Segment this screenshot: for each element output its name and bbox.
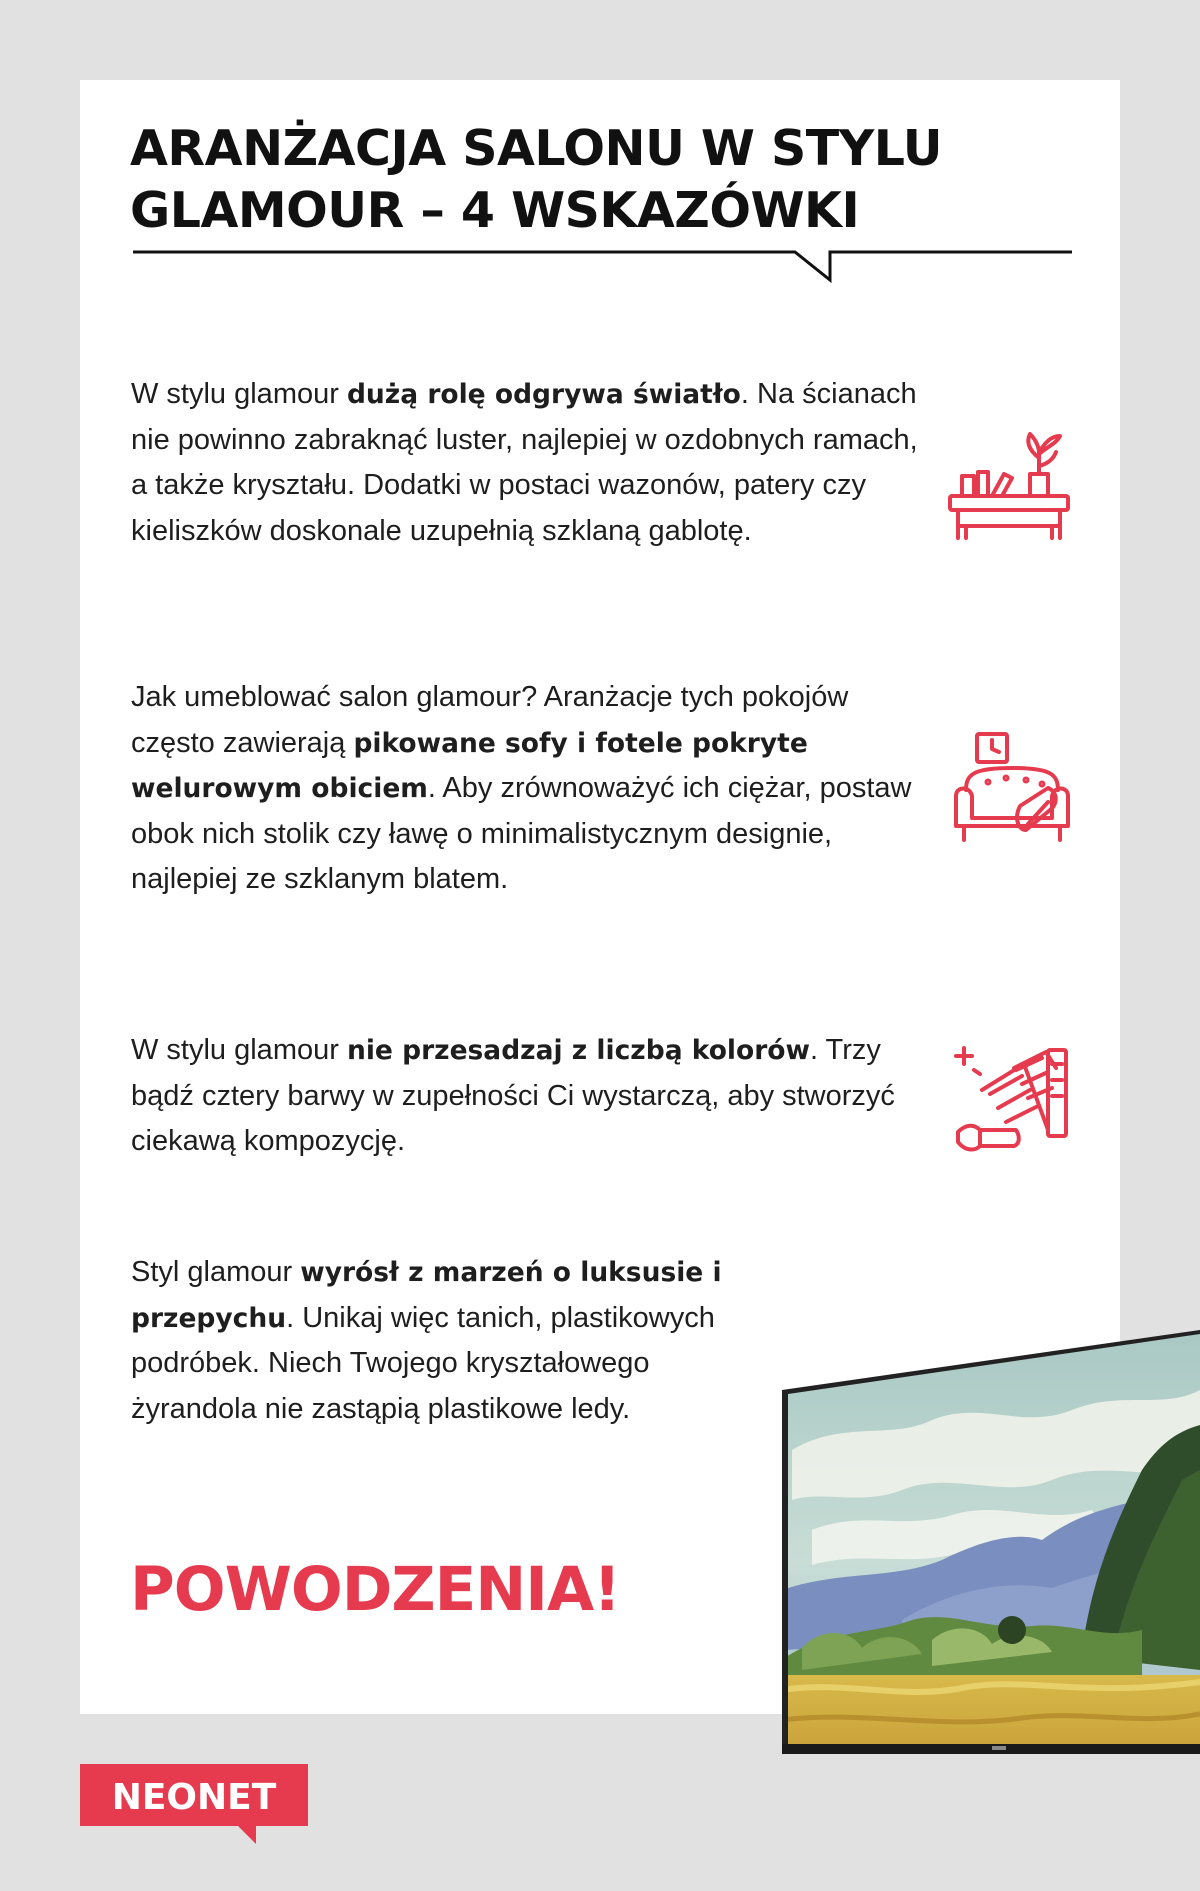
tip-1 <box>131 372 931 554</box>
tip-2-text-start: Jak umeblować salon glamour? Aranżacje tych pokojów często zawierają <box>131 681 849 759</box>
tip-4-text-start: Styl glamour <box>131 1256 301 1288</box>
table-with-plant-icon <box>944 428 1074 540</box>
tip-3-text-start: W stylu glamour <box>131 1034 347 1066</box>
tip-3-highlight: nie przesadzaj z liczbą kolorów <box>346 1035 810 1066</box>
page-title <box>130 118 1070 242</box>
speech-bubble-divider <box>130 244 1075 284</box>
tip-1-highlight: dużą rolę odgrywa światło <box>346 379 741 410</box>
tip-4-text-end: . Unikaj więc tanich, plastikowych podróbek. Niech Twojego kryształowego żyrandola nie zastąpią plastikowe ledy. <box>131 1301 715 1425</box>
tip-3-text-end: . Trzy bądź cztery barwy w zupełności Ci wystarczą, aby stworzyć ciekawą kompozycję. <box>131 1034 895 1157</box>
neonet-logo-text: NEONET <box>111 1777 277 1818</box>
tip-2 <box>131 675 931 903</box>
tip-1-text-start: W stylu glamour <box>131 378 347 410</box>
tip-4-highlight: wyrósł z marzeń o luksusie i przepychu <box>131 1257 722 1334</box>
tip-1-text-end: . Na ścianach nie powinno zabraknąć luster, najlepiej w ozdobnych ramach, a także kryształu. Dodatki w postaci wazonów, patery czy kieliszków doskonale uzupełnią szklaną gablotę. <box>131 378 918 547</box>
page-title-line-2: GLAMOUR – 4 WSKAZÓWKI <box>130 182 860 239</box>
neonet-logo <box>80 1764 308 1844</box>
page-title-line-1: ARANŻACJA SALONU W STYLU <box>130 120 942 177</box>
tip-4 <box>131 1250 731 1432</box>
closing-message: POWODZENIA! <box>130 1554 621 1625</box>
tip-2-highlight: pikowane sofy i fotele pokryte welurowym obiciem <box>131 727 808 804</box>
color-palette-swatches-icon <box>952 1044 1072 1152</box>
tv-painting-image <box>782 1330 1200 1754</box>
tip-3 <box>131 1028 931 1165</box>
tip-2-text-end: . Aby zrównoważyć ich ciężar, postaw obok nich stolik czy ławę o minimalistycznym designie, najlepiej ze szklanym blatem. <box>131 772 912 895</box>
sofa-with-clock-icon <box>950 730 1074 844</box>
